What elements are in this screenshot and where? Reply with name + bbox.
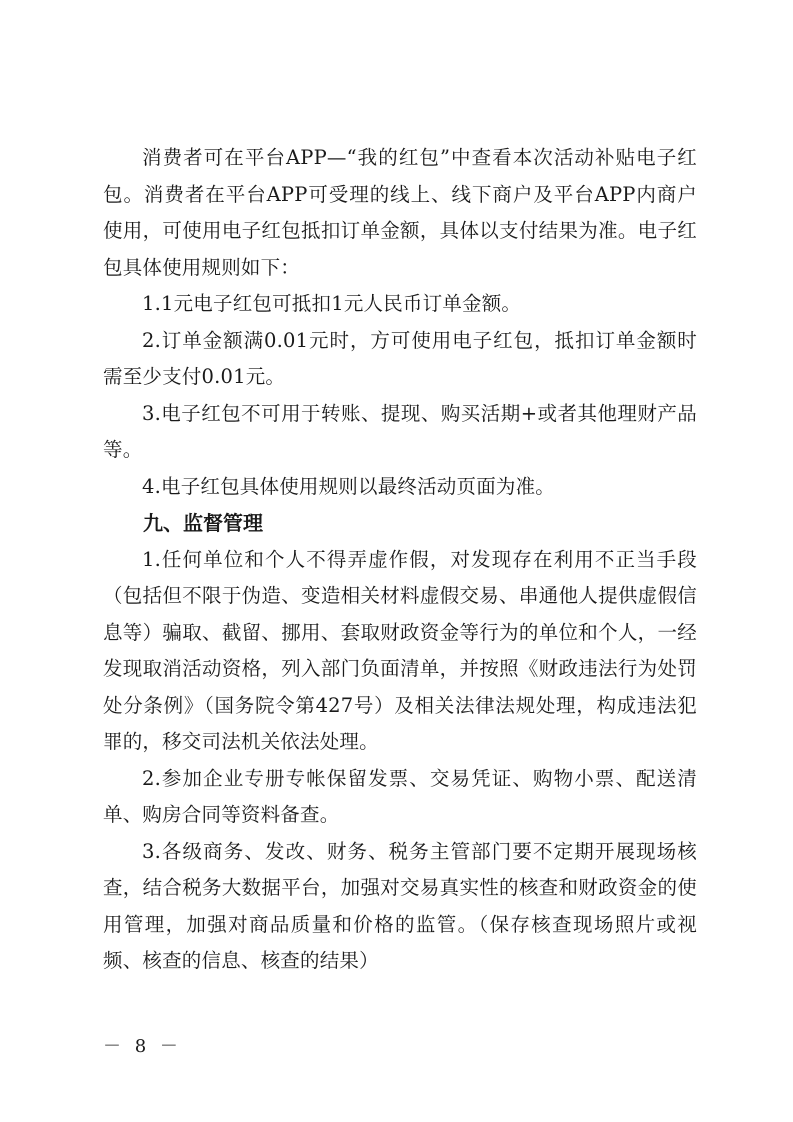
paragraph-supervision-1: 1.任何单位和个人不得弄虚作假，对发现存在利用不正当手段（包括但不限于伪造、变造相关材料虚假交易、串通他人提供虚假信息等）骗取、截留、挪用、套取财政资金等行为的单位和个人，一经发现取消活动资格，列入部门负面清单，并按照《财政违法行为处罚处分条例》（国务院令第427号）及相关法律法规处理，构成违法犯罪的，移交司法机关依法处理。 (103, 547, 697, 753)
paragraph-supervision-3: 3.各级商务、发改、财务、税务主管部门要不定期开展现场核查，结合税务大数据平台，加强对交易真实性的核查和财政资金的使用管理，加强对商品质量和价格的监管。（保存核查现场照片或视频、核查的信息、核查的结果） (103, 839, 697, 972)
document-body (103, 140, 697, 980)
paragraph-supervision-2: 2.参加企业专册专帐保留发票、交易凭证、购物小票、配送清单、购房合同等资料备查。 (103, 766, 697, 826)
paragraph-red-packet-intro: 消费者可在平台APP—“我的红包”中查看本次活动补贴电子红包。消费者在平台APP可受理的线上、线下商户及平台APP内商户使用，可使用电子红包抵扣订单金额，具体以支付结果为准。电子红包具体使用规则如下： (103, 146, 697, 279)
page-number: － 8 － (103, 1036, 182, 1057)
paragraph-rule-2: 2.订单金额满0.01元时，方可使用电子红包，抵扣订单金额时需至少支付0.01元。 (103, 328, 697, 388)
section-heading: 九、监督管理 (143, 511, 263, 535)
paragraph-rule-4: 4.电子红包具体使用规则以最终活动页面为准。 (142, 474, 556, 498)
paragraph-rule-1: 1.1元电子红包可抵扣1元人民币订单金额。 (142, 292, 522, 315)
paragraph-rule-3: 3.电子红包不可用于转账、提现、购买活期+或者其他理财产品等。 (103, 401, 697, 461)
